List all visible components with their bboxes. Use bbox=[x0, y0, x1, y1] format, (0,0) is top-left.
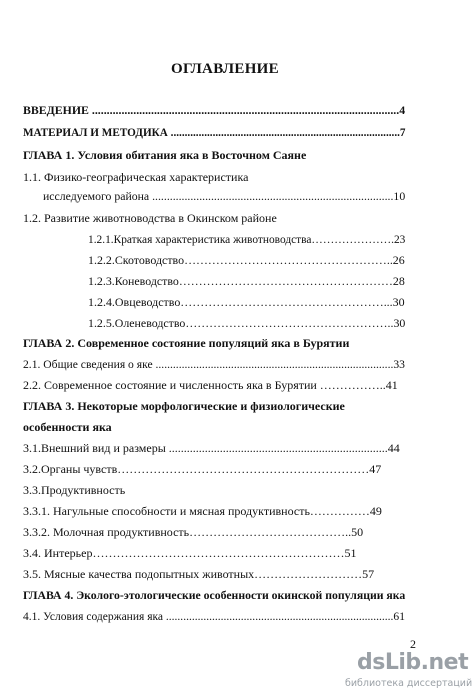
toc-entry-2-1: 2.1. Общие сведения о яке ..................................................................................33 bbox=[23, 357, 405, 371]
dslib-watermark bbox=[345, 650, 472, 695]
toc-entry-chapter-1: ГЛАВА 1. Условия обитания яка в Восточном Саяне bbox=[23, 148, 307, 162]
page-number: 2 bbox=[410, 637, 416, 651]
toc-entry-4-1: 4.1. Условия содержания яка ...............................................................................61 bbox=[23, 609, 405, 623]
toc-entry-1-2-1: 1.2.1.Краткая характеристика животноводства………………….23 bbox=[88, 232, 406, 246]
toc-entry-chapter-4: ГЛАВА 4. Эколого-этологические особенности окинской популяции яка bbox=[23, 588, 406, 602]
toc-entry-1-2: 1.2. Развитие животноводства в Окинском районе bbox=[23, 211, 277, 225]
toc-entry-1-1-cont: исследуемого района ..................................................................................10 bbox=[43, 189, 406, 203]
logo-lib: Lib bbox=[384, 650, 421, 675]
dslib-tagline: библиотека диссертаций bbox=[345, 678, 472, 689]
toc-entry-1-1: 1.1. Физико-географическая характеристика bbox=[23, 170, 249, 184]
toc-entry-3-3: 3.3.Продуктивность bbox=[23, 483, 126, 497]
toc-entry-chapter-3-cont: особенности яка bbox=[23, 420, 112, 434]
page-title: ОГЛАВЛЕНИЕ bbox=[171, 61, 279, 77]
toc-entry-1-2-5: 1.2.5.Оленеводство……………………………………………..30 bbox=[88, 316, 406, 330]
toc-entry-3-3-1: 3.3.1. Нагульные способности и мясная продуктивность……………49 bbox=[23, 504, 382, 518]
toc-entry-2-2: 2.2. Современное состояние и численность яка в Бурятии ……………..41 bbox=[23, 378, 398, 392]
toc-entry-1-2-2: 1.2.2.Скотоводство……………………………………………..26 bbox=[88, 253, 405, 267]
logo-net: .net bbox=[420, 650, 469, 675]
toc-entry-1-2-3: 1.2.3.Коневодство………………………………………………28 bbox=[88, 274, 405, 288]
toc-entry-introduction: ВВЕДЕНИЕ ........................................................................................................4 bbox=[23, 103, 406, 117]
toc-entry-materials: МАТЕРИАЛ И МЕТОДИКА ..................................................................................7 bbox=[23, 125, 406, 139]
logo-ds: ds bbox=[357, 650, 385, 675]
toc-entry-chapter-3: ГЛАВА 3. Некоторые морфологические и физиологические bbox=[23, 399, 345, 413]
toc-entry-3-3-2: 3.3.2. Молочная продуктивность…………………………………..50 bbox=[23, 525, 364, 539]
toc-entry-chapter-2: ГЛАВА 2. Современное состояние популяций яка в Бурятии bbox=[23, 336, 350, 350]
toc-entry-3-5: 3.5. Мясные качества подопытных животных………………………57 bbox=[23, 567, 375, 581]
dslib-logo bbox=[357, 650, 468, 675]
toc-entry-1-2-4: 1.2.4.Овцеводство……………………………………………...30 bbox=[88, 295, 405, 309]
toc-entry-3-2: 3.2.Органы чувств………………………………………………………47 bbox=[23, 462, 382, 476]
toc-entry-3-4: 3.4. Интерьер………………………………………………………51 bbox=[23, 546, 357, 560]
toc-entry-3-1: 3.1.Внешний вид и размеры .........................................................................44 bbox=[23, 441, 400, 455]
